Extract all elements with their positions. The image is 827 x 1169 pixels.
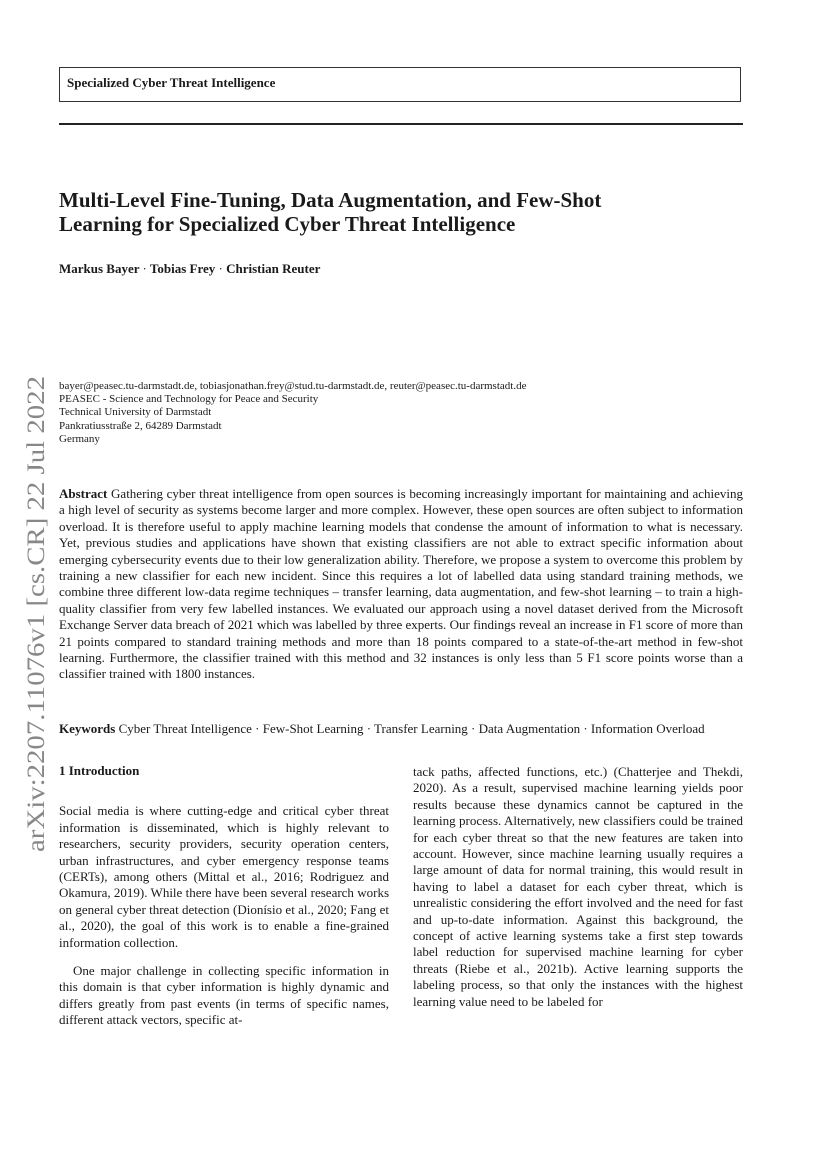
paper-title-line2: Learning for Specialized Cyber Threat Intelligence xyxy=(59,212,516,236)
author-list xyxy=(59,261,320,277)
author-emails: bayer@peasec.tu-darmstadt.de, tobiasjonathan.frey@stud.tu-darmstadt.de, reuter@peasec.tu-darmstadt.de xyxy=(59,380,527,392)
arxiv-watermark xyxy=(16,376,52,852)
affiliation-institute: PEASEC - Science and Technology for Peace and Security xyxy=(59,393,319,406)
section-heading-introduction: 1 Introduction xyxy=(59,763,140,778)
paper-title xyxy=(59,188,759,236)
affiliation-university: Technical University of Darmstadt xyxy=(59,406,212,419)
abstract xyxy=(59,486,743,683)
author-separator: · xyxy=(218,261,223,276)
author-name: Tobias Frey xyxy=(149,261,216,276)
journal-header-box xyxy=(59,67,741,102)
intro-paragraph-2-continued: tack paths, affected functions, etc.) (Chatterjee and Thekdi, 2020). As a result, supervised machine learning yields poor results because these dynamics cannot be captured in the learning process. Alternatively, new classifiers could be trained for each cyber threat so that the new features are taken into account. However, since machine learning usually requires a large amount of data for normal training, this would result in having to label a dataset for each cyber threat, which is unrealistic considering the effort involved and the need for fast and up-to-date information. Against this background, the concept of active learning systems take a first step towards label reduction for supervised machine learning for cyber threats (Riebe et al., 2021b). Active learning supports the labeling process, so that only the instances with the highest learning value need to be labeled for xyxy=(413,764,743,1009)
keywords-text: Cyber Threat Intelligence · Few-Shot Learning · Transfer Learning · Data Augmentation · Information Overload xyxy=(118,721,705,736)
keywords-label: Keywords xyxy=(59,721,116,736)
intro-paragraph-2-start: One major challenge in collecting specific information in this domain is that cyber information is highly dynamic and differs greatly from past events (in terms of specific names, different attack vectors, specific at- xyxy=(59,963,389,1028)
author-separator: · xyxy=(142,261,147,276)
author-name: Christian Reuter xyxy=(226,261,321,276)
paper-title-line1: Multi-Level Fine-Tuning, Data Augmentation, and Few-Shot xyxy=(59,188,602,212)
affiliation-country: Germany xyxy=(59,432,100,445)
affiliation-block xyxy=(59,380,759,446)
keywords xyxy=(59,720,743,737)
abstract-text: Gathering cyber threat intelligence from open sources is becoming increasingly important for maintaining and achieving a high level of security as systems become larger and more complex. However, these open sources are often subject to information overload. It is therefore useful to apply machine learning models that condense the amount of information to what is necessary. Yet, previous studies and applications have shown that existing classifiers are not able to extract specific information about emerging cybersecurity events due to their low generalization ability. Therefore, we propose a system to overcome this problem by training a new classifier for each new incident. Since this requires a lot of labelled data using standard training methods, we combine three different low-data regime techniques – transfer learning, data augmentation, and few-shot learning – to train a high-quality classifier from very few labelled instances. We evaluated our approach using a novel dataset derived from the Microsoft Exchange Server data breach of 2021 which was labelled by three experts. Our findings reveal an increase in F1 score of more than 21 points compared to standard training methods and more than 18 points compared to a state-of-the-art method in few-shot learning. Furthermore, the classifier trained with this method and 32 instances is only less than 5 F1 score points worse than a classifier trained with 1800 instances. xyxy=(59,486,744,682)
header-rule xyxy=(59,123,743,125)
journal-name: Specialized Cyber Threat Intelligence xyxy=(67,75,276,90)
arxiv-id: arXiv:2207.11076v1 [cs.CR] 22 Jul 2022 xyxy=(23,439,50,852)
author-name: Markus Bayer xyxy=(59,261,140,276)
left-column xyxy=(59,763,389,1029)
right-column xyxy=(413,764,743,1010)
abstract-label: Abstract xyxy=(59,486,108,501)
intro-paragraph-1: Social media is where cutting-edge and critical cyber threat information is disseminated, which is highly relevant to researchers, security providers, security operation centers, urban infrastructures, and cyber emergency response teams (CERTs), among others (Mittal et al., 2016; Rodriguez and Okamura, 2019). While there have been several research works on general cyber threat detection (Dionísio et al., 2020; Fang et al., 2020), the goal of this work is to enable a fine-grained information collection. xyxy=(59,803,389,950)
affiliation-address: Pankratiusstraße 2, 64289 Darmstadt xyxy=(59,419,222,432)
